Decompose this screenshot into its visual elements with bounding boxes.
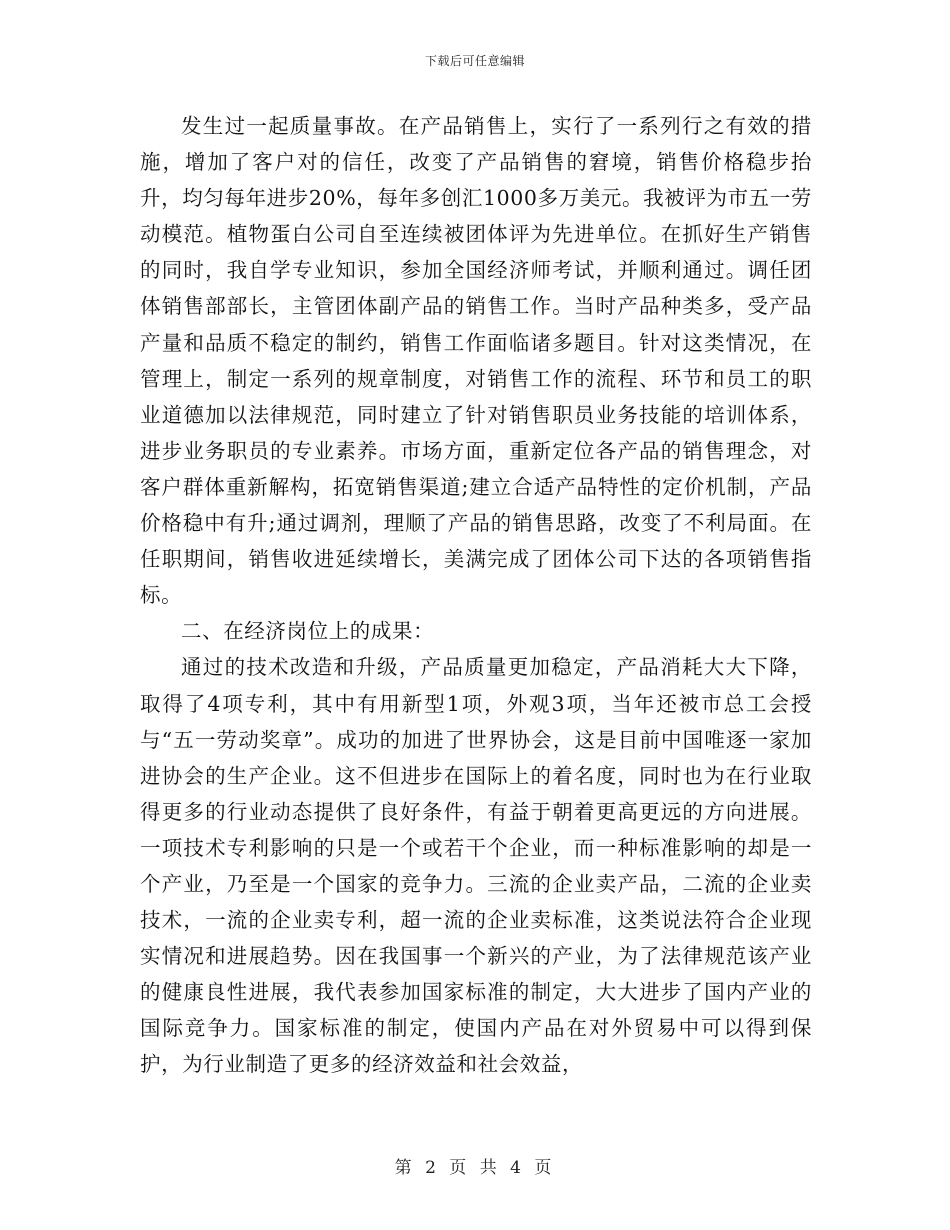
document-body: [140, 108, 812, 1083]
paragraph-sales-achievements: 发生过一起质量事故。在产品销售上，实行了一系列行之有效的措施，增加了客户对的信任，改变了产品销售的窘境，销售价格稳步抬升，均匀每年进步20%，每年多创汇1000多万美元。我被评为市五一劳动模范。植物蛋白公司自至连续被团体评为先进单位。在抓好生产销售的同时，我自学专业知识，参加全国经济师考试，并顺利通过。调任团体销售部部长，主管团体副产品的销售工作。当时产品种类多，受产品产量和品质不稳定的制约，销售工作面临诸多题目。针对这类情况，在管理上，制定一系列的规章制度，对销售工作的流程、环节和员工的职业道德加以法律规范，同时建立了针对销售职员业务技能的培训体系，进步业务职员的专业素养。市场方面，重新定位各产品的销售理念，对客户群体重新解构，拓宽销售渠道;建立合适产品特性的定价机制，产品价格稳中有升;通过调剂，理顺了产品的销售思路，改变了不利局面。在任职期间，销售收进延续增长，美满完成了团体公司下达的各项销售指标。: [140, 114, 812, 608]
page-header: 下载后可任意编辑: [424, 54, 525, 68]
page-footer: 第 2 页 共 4 页: [394, 1158, 556, 1178]
section-heading-economic-results: 二、在经济岗位上的成果：: [181, 619, 435, 644]
paragraph-technical-results: 通过的技术改造和升级，产品质量更加稳定，产品消耗大大下降，取得了4项专利，其中有用新型1项，外观3项，当年还被市总工会授与“五一劳动奖章”。成功的加进了世界协会，这是目前中国唯逐一家加进协会的生产企业。这不但进步在国际上的着名度，同时也为在行业取得更多的行业动态提供了良好条件，有益于朝着更高更远的方向进展。一项技术专利影响的只是一个或若干个企业，而一种标准影响的却是一个产业，乃至是一个国家的竞争力。三流的企业卖产品，二流的企业卖技术，一流的企业卖专利，超一流的企业卖标准，这类说法符合企业现实情况和进展趋势。因在我国事一个新兴的产业，为了法律规范该产业的健康良性进展，我代表参加国家标准的制定，大大进步了国内产业的国际竞争力。国家标准的制定，使国内产品在对外贸易中可以得到保护，为行业制造了更多的经济效益和社会效益，: [140, 655, 812, 1077]
